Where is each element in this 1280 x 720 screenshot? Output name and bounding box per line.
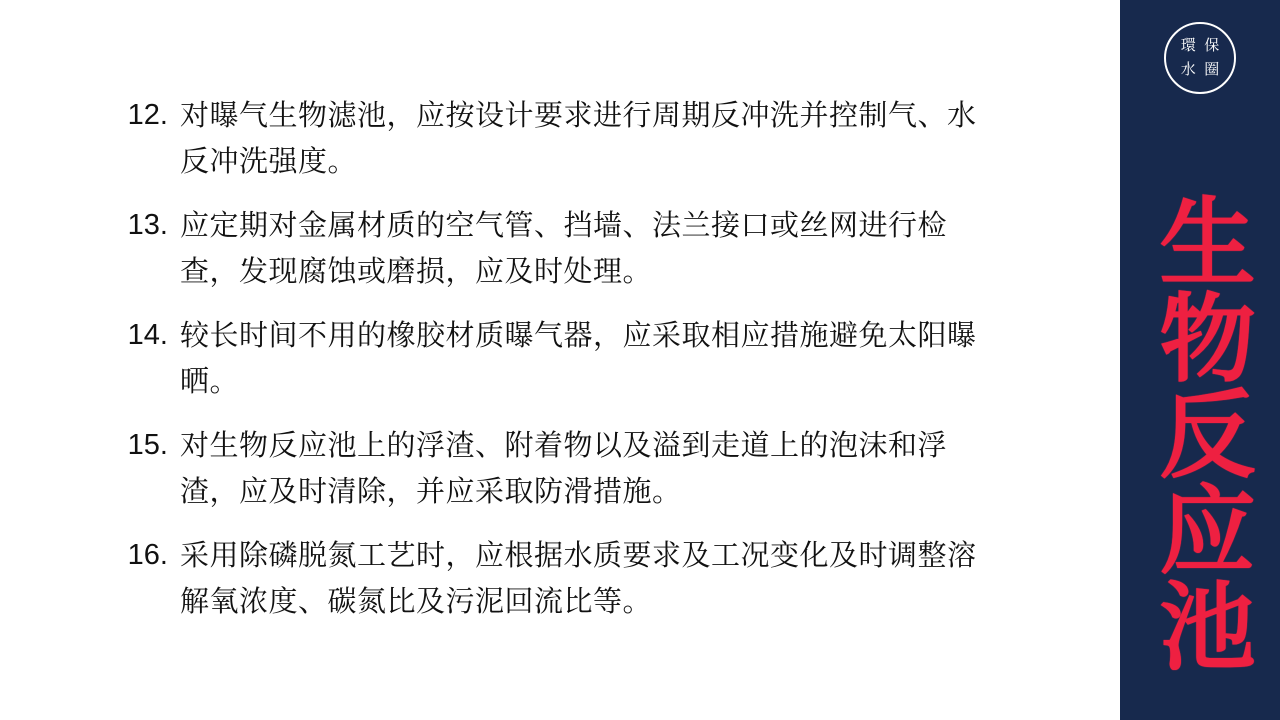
list-item [118, 202, 1120, 294]
list-item [118, 92, 1120, 184]
brand-logo-icon [1164, 22, 1236, 94]
vertical-section-title: 生物反应池 [1144, 192, 1256, 672]
list-item-text: 对曝气生物滤池，应按设计要求进行周期反冲洗并控制气、水反冲洗强度。 [180, 98, 977, 178]
logo-char-1: 環 [1180, 37, 1196, 54]
logo-char-2: 保 [1204, 37, 1220, 54]
list-item-text: 较长时间不用的橡胶材质曝气器，应采取相应措施避免太阳曝晒。 [180, 318, 977, 398]
right-side-panel [1120, 0, 1280, 720]
list-item-number: 13. [127, 209, 168, 241]
list-item [118, 532, 1120, 624]
list-item-number: 15. [127, 429, 168, 461]
list-item-number: 14. [127, 319, 168, 351]
list-item-text: 对生物反应池上的浮渣、附着物以及溢到走道上的泡沫和浮渣，应及时清除，并应采取防滑措施。 [180, 428, 948, 508]
list-item-number: 12. [127, 99, 168, 131]
logo-char-3: 水 [1180, 60, 1196, 78]
list-item-text: 应定期对金属材质的空气管、挡墙、法兰接口或丝网进行检查，发现腐蚀或磨损，应及时处理。 [180, 208, 948, 288]
list-item [118, 422, 1120, 514]
list-item-text: 采用除磷脱氮工艺时，应根据水质要求及工况变化及时调整溶解氧浓度、碳氮比及污泥回流比等。 [180, 538, 977, 618]
logo-char-4: 圈 [1204, 60, 1220, 78]
list-item [118, 312, 1120, 404]
list-item-number: 16. [127, 539, 168, 571]
